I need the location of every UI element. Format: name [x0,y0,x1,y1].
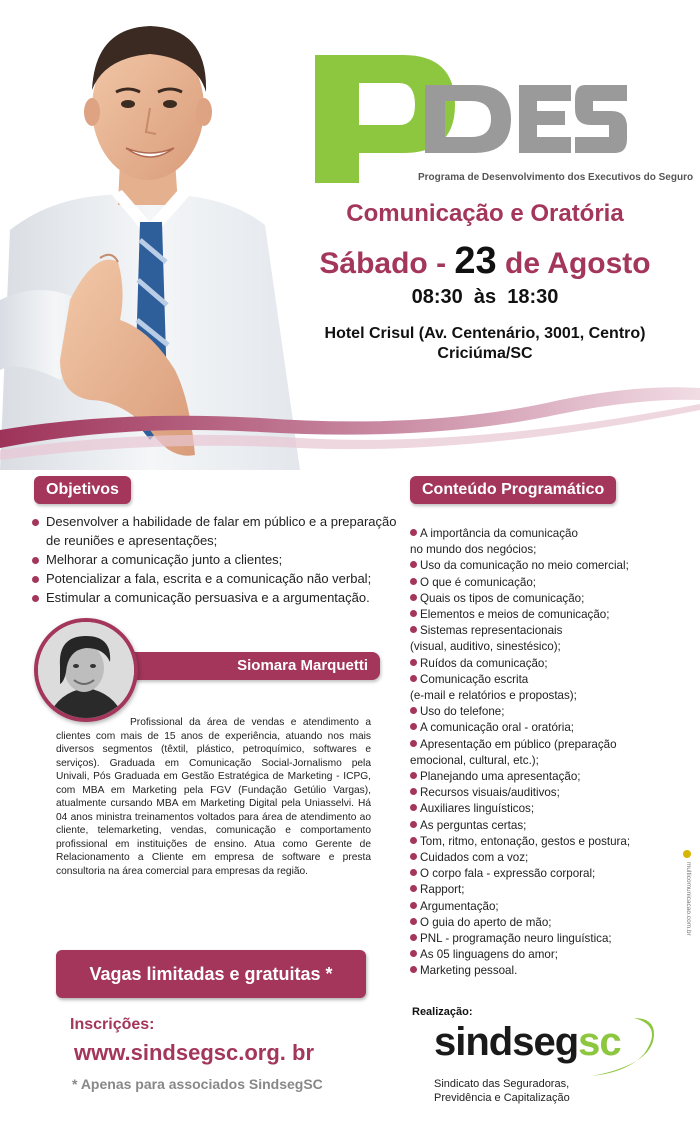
bullet-icon [410,966,417,973]
speaker-banner [120,652,380,680]
list-item [410,623,680,639]
list-item [410,639,680,655]
list-item [410,720,680,736]
list-item [410,931,680,947]
bullet-icon [410,869,417,876]
list-item-text: Argumentação; [420,899,499,913]
event-title: Comunicação e Oratória [346,200,624,227]
list-item-text: Auxiliares linguísticos; [420,802,535,816]
list-item: Melhorar a comunicação junto a clientes; [32,550,402,569]
list-item-text: As perguntas certas; [420,818,527,832]
sponsor-name-dark: sindseg [434,1020,579,1064]
list-item: Potencializar a fala, escrita e a comunicação não verbal; [32,569,402,588]
list-item-text: Rapport; [420,883,465,897]
list-item [410,575,680,591]
list-item-text: O que é comunicação; [420,575,537,589]
list-item [410,526,680,542]
list-item-text: Tom, ritmo, entonação, gestos e postura; [420,834,631,848]
hero-section [0,0,700,470]
bullet-icon [410,578,417,585]
credit-text: multicomunicacao.com.br [685,862,692,936]
list-item [410,785,680,801]
bullet-icon [410,594,417,601]
decorative-wave [0,370,700,470]
bullet-icon [410,610,417,617]
list-item-text: A comunicação oral - oratória; [420,721,575,735]
list-item-text: As 05 linguagens do amor; [420,948,558,962]
bullet-icon [410,659,417,666]
venue-city: Criciúma/SC [437,345,533,362]
list-item-text: Cuidados com a voz; [420,851,529,865]
sponsor-logo-text [434,1020,621,1065]
list-item [410,866,680,882]
event-venue [280,324,690,364]
event-time: 08:30 às 18:30 [411,286,559,308]
sponsor-subtitle-line: Sindicato das Seguradoras, [434,1078,570,1090]
limited-seats-banner: Vagas limitadas e gratuitas * [56,950,366,998]
bullet-icon [410,853,417,860]
list-item-text: Uso do telefone; [420,705,505,719]
list-item [410,818,680,834]
bullet-icon [410,837,417,844]
bullet-icon [410,804,417,811]
list-item-text: A importância da comunicação [420,527,578,540]
list-item-text: Apresentação em público (preparação [420,737,617,751]
list-item-text: emocional, cultural, etc.); [410,753,539,767]
bullet-icon [410,918,417,925]
list-item-text: Planejando uma apresentação; [420,770,581,784]
event-weekday: Sábado - [319,247,447,280]
event-month: de Agosto [505,247,651,280]
bullet-icon [410,950,417,957]
list-item-text: O guia do aperto de mão; [420,915,552,929]
registration-link[interactable]: www.sindsegsc.org. br [74,1040,315,1065]
list-item [410,591,680,607]
list-item [410,704,680,720]
program-list [410,526,680,980]
bullet-icon [410,723,417,730]
list-item-text: Recursos visuais/auditivos; [420,786,560,800]
bullet-icon [410,707,417,714]
list-item [410,672,680,688]
bullet-icon [410,561,417,568]
bullet-icon [410,675,417,682]
list-item [410,688,680,704]
bullet-icon [410,788,417,795]
event-day: 23 [454,240,497,282]
design-credit [680,850,694,1000]
event-date [280,240,690,283]
list-item [410,899,680,915]
list-item [410,607,680,623]
list-item [410,801,680,817]
venue-address: Hotel Crisul (Av. Centenário, 3001, Centro) [324,325,646,342]
program-label: Conteúdo Programático [410,476,616,504]
objectives-label: Objetivos [34,476,131,504]
list-item [410,882,680,898]
logo-tagline: Programa de Desenvolvimento dos Executivos do Seguro [418,172,694,183]
registration-label: Inscrições: [70,1016,155,1033]
list-item [410,850,680,866]
bullet-icon [410,885,417,892]
list-item-text: (visual, auditivo, sinestésico); [410,640,561,654]
list-item-text: Uso da comunicação no meio comercial; [420,559,629,573]
registration-note: * Apenas para associados SindsegSC [72,1076,323,1092]
list-item-text: O corpo fala - expressão corporal; [420,867,596,881]
list-item [410,753,680,769]
list-item: Desenvolver a habilidade de falar em público e a preparação de reuniões e apresentações; [32,512,402,550]
sponsor-subtitle-line: Previdência e Capitalização [434,1092,570,1104]
list-item [410,947,680,963]
list-item-text: (e-mail e relatórios e propostas); [410,689,577,703]
bullet-icon [410,626,417,633]
list-item-text: Elementos e meios de comunicação; [420,608,610,622]
bullet-icon [410,934,417,941]
sponsor-label: Realização: [412,1006,473,1018]
list-item-text: Sistemas representacionais [420,624,563,638]
list-item-text: Marketing pessoal. [420,964,518,978]
bullet-icon [410,772,417,779]
list-item [410,542,680,558]
speaker-bio: Profissional da área de vendas e atendimento a clientes com mais de 15 anos de experiência, atuando nos mais diversos segmentos (têxtil, plástico, petroquímico, softwares e serviços). Graduada em Comunicação Social-Jornalismo pela Univali, Pós Graduada em Gestão Estratégica de Marketing - ICPG, com MBA em Marketing pela FGV (Fundação Getúlio Vargas), atualmente cursando MBA em Marketing Digital pela Uniasselvi. Há 04 anos ministra treinamentos voltados para área de atendimento ao cliente, telemarketing, vendas, comunicação e comportamento profissional em instituições de ensino. Atua como Gerente de Relacionamento a Cliente em empresa de software e presta consultoria na área comercial para empresas da região. [56,717,371,877]
bullet-icon [410,821,417,828]
list-item [410,558,680,574]
sponsor-name-green: sc [578,1020,621,1064]
list-item-text: PNL - programação neuro linguística; [420,932,612,946]
list-item [410,834,680,850]
list-item [410,737,680,753]
objectives-list [32,512,402,607]
bullet-icon [410,740,417,747]
list-item-text: Quais os tipos de comunicação; [420,591,585,605]
speaker-photo [34,618,138,722]
bullet-icon [410,902,417,909]
list-item [410,656,680,672]
list-item-text: Ruídos da comunicação; [420,656,548,670]
list-item [410,963,680,979]
list-item: Estimular a comunicação persuasiva e a argumentação. [32,588,402,607]
list-item-text: no mundo dos negócios; [410,543,537,557]
speaker-portrait-image [38,622,134,718]
list-item [410,769,680,785]
sponsor-subtitle [434,1077,570,1105]
list-item-text: Comunicação escrita [420,672,529,686]
speaker-name: Siomara Marquetti [237,657,368,674]
list-item [410,915,680,931]
bullet-icon [410,529,417,536]
